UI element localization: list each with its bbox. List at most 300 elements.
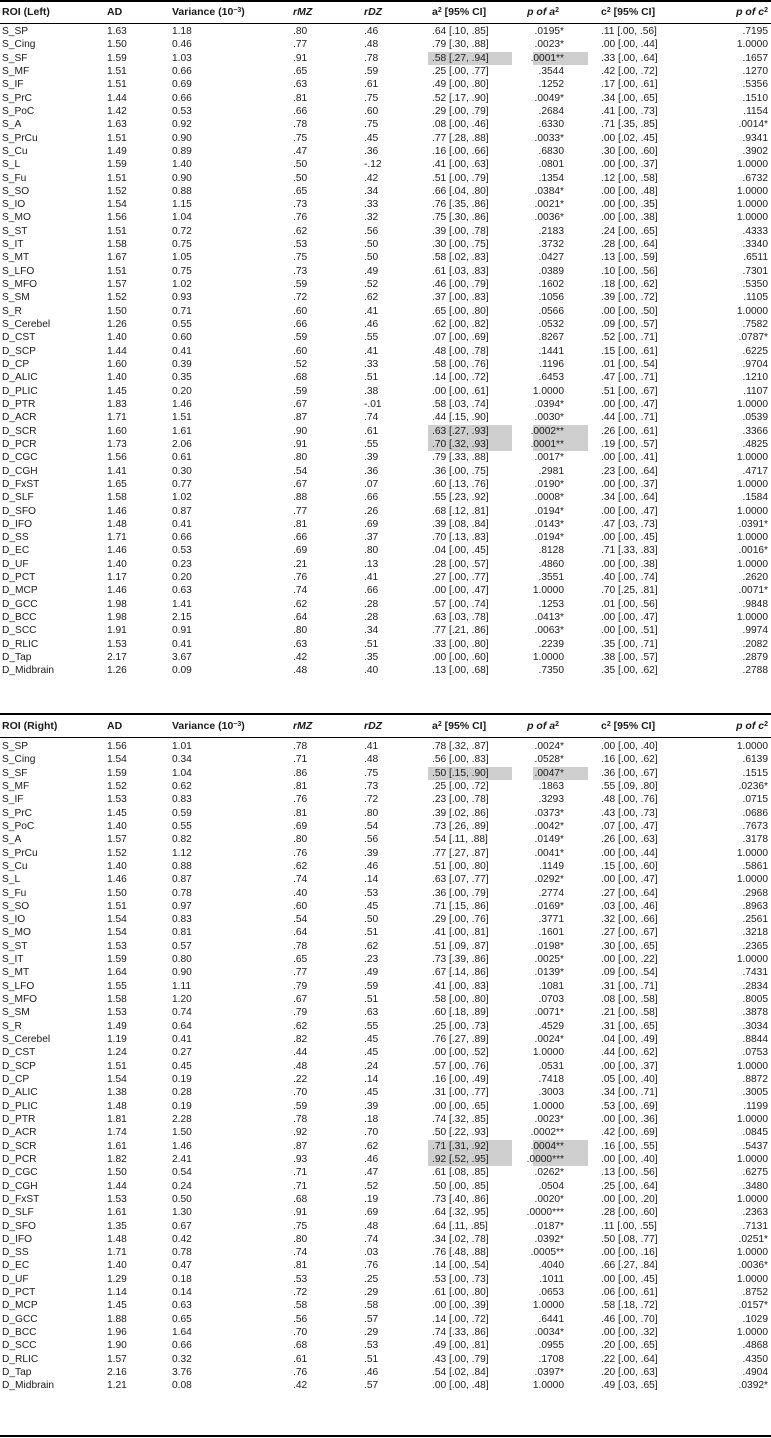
p-a2-cell: .0532 <box>538 319 564 331</box>
rmz-cell: .91 <box>293 52 308 64</box>
p-a2-cell: .0000*** <box>526 1207 564 1219</box>
roi-cell: D_ALIC <box>2 372 38 384</box>
table-row <box>0 833 771 846</box>
rdz-cell: .41 <box>364 305 379 317</box>
p-a2-cell: .0801 <box>538 159 564 171</box>
a2-ci-cell: .51 [.00, .79] <box>432 172 489 184</box>
p-c2-cell: .0014* <box>738 119 768 131</box>
rmz-cell: .78 <box>293 741 308 752</box>
ad-cell: 1.82 <box>107 1153 127 1165</box>
roi-cell: D_PLIC <box>2 385 38 397</box>
variance-cell: 0.69 <box>172 79 192 91</box>
roi-cell: D_GCC <box>2 598 38 610</box>
ad-cell: 1.50 <box>107 305 127 317</box>
ad-cell: 1.50 <box>107 1167 127 1179</box>
header-p-a2: p of $a^2$ <box>527 6 559 18</box>
p-c2-cell: 1.0000 <box>736 1060 768 1072</box>
a2-ci-cell: .16 [.00, .49] <box>432 1074 489 1085</box>
rmz-cell: .71 <box>293 1180 308 1192</box>
roi-cell: S_Cu <box>2 860 28 872</box>
p-a2-cell: .0063* <box>534 625 564 637</box>
p-c2-cell: 1.0000 <box>736 1113 768 1125</box>
rdz-cell: .56 <box>364 834 379 846</box>
variance-cell: 0.60 <box>172 332 192 344</box>
variance-cell: 0.71 <box>172 305 192 317</box>
p-c2-cell: 1.0000 <box>736 1193 768 1205</box>
c2-ci-cell: .00 [.00, .47] <box>601 398 658 410</box>
table-row <box>0 1126 771 1139</box>
variance-cell: 0.97 <box>172 900 192 912</box>
a2-ci-cell: .39 [.08, .84] <box>432 518 489 530</box>
c2-ci-cell: .00 [.00, .41] <box>601 452 658 464</box>
rdz-cell: .45 <box>364 1047 379 1059</box>
header-rmz: rMZ <box>293 720 313 732</box>
a2-ci-cell: .58 [.00, .80] <box>432 994 489 1006</box>
p-c2-cell: 1.0000 <box>736 874 768 886</box>
ad-cell: 1.67 <box>107 252 127 264</box>
p-a2-cell: .2981 <box>538 465 564 477</box>
header-variance: Variance $(10^{-3})$ <box>172 720 245 732</box>
roi-cell: D_CGH <box>2 1180 38 1192</box>
table-row <box>0 1100 771 1113</box>
table-row <box>0 411 771 424</box>
rmz-cell: .68 <box>293 372 308 384</box>
c2-ci-cell: .27 [.00, .67] <box>601 927 658 939</box>
variance-cell: 0.82 <box>172 834 192 846</box>
c2-ci-cell: .49 [.03, .65] <box>601 1380 658 1392</box>
rdz-cell: .07 <box>364 478 379 490</box>
roi-cell: D_CGH <box>2 465 38 477</box>
c2-ci-cell: .12 [.00, .58] <box>601 172 658 184</box>
table-row <box>0 1313 771 1326</box>
c2-ci-cell: .34 [.00, .71] <box>601 1087 658 1099</box>
variance-cell: 1.02 <box>172 492 192 504</box>
a2-ci-cell: .27 [.00, .77] <box>432 572 489 584</box>
p-c2-cell: 1.0000 <box>736 39 768 51</box>
a2-ci-cell: .56 [.00, .83] <box>432 754 489 766</box>
c2-ci-cell: .22 [.00, .64] <box>601 1353 658 1365</box>
rmz-cell: .50 <box>293 159 308 171</box>
a2-ci-cell: .63 [.03, .78] <box>432 612 489 624</box>
rdz-cell: .46 <box>364 1153 379 1165</box>
ad-cell: 1.54 <box>107 914 127 926</box>
p-c2-cell: .7582 <box>742 319 768 331</box>
ad-cell: 1.53 <box>107 940 127 952</box>
variance-cell: 0.90 <box>172 967 192 979</box>
table-row <box>0 966 771 979</box>
p-a2-cell: .4529 <box>538 1020 564 1032</box>
c2-ci-cell: .41 [.00, .73] <box>601 105 658 117</box>
roi-cell: D_SLF <box>2 1207 34 1219</box>
p-a2-cell: .0198* <box>534 940 564 952</box>
p-c2-cell: .2879 <box>742 652 768 664</box>
ad-cell: 1.59 <box>107 767 127 779</box>
p-c2-cell: .3878 <box>742 1007 768 1019</box>
ad-cell: 1.40 <box>107 1260 127 1272</box>
header-c2: $c^2$ [95% CI] <box>601 6 656 18</box>
p-c2-cell: .9974 <box>742 625 768 637</box>
p-c2-cell: .3902 <box>742 145 768 157</box>
roi-cell: S_Cing <box>2 754 36 766</box>
p-a2-cell: .0049* <box>534 92 564 104</box>
table-row <box>0 491 771 504</box>
a2-ci-cell: .25 [.00, .77] <box>432 65 489 77</box>
table-row <box>0 1366 771 1379</box>
variance-cell: 0.53 <box>172 545 192 557</box>
rmz-cell: .62 <box>293 1020 308 1032</box>
table-row <box>0 331 771 344</box>
table-row <box>0 926 771 939</box>
ad-cell: 1.40 <box>107 558 127 570</box>
p-a2-cell: .1602 <box>538 279 564 291</box>
roi-cell: D_FxST <box>2 478 40 490</box>
p-a2-cell: .1441 <box>538 345 564 357</box>
p-c2-cell: .0686 <box>742 807 768 819</box>
c2-ci-cell: .32 [.00, .66] <box>601 914 658 926</box>
p-a2-cell: .0008* <box>534 492 564 504</box>
a2-ci-cell: .77 [.27, .87] <box>432 847 489 859</box>
p-c2-cell: .7673 <box>742 820 768 832</box>
variance-cell: 0.46 <box>172 39 192 51</box>
ad-cell: 1.44 <box>107 92 127 104</box>
roi-cell: S_PrC <box>2 807 33 819</box>
variance-cell: 0.67 <box>172 1220 192 1232</box>
rmz-cell: .77 <box>293 967 308 979</box>
table-row <box>0 651 771 664</box>
p-c2-cell: .8963 <box>742 900 768 912</box>
ad-cell: 1.60 <box>107 359 127 370</box>
variance-cell: 0.61 <box>172 452 192 464</box>
table-row <box>0 1073 771 1086</box>
roi-cell: D_SCC <box>2 1340 37 1352</box>
ad-cell: 1.26 <box>107 319 127 331</box>
variance-cell: 0.23 <box>172 558 192 570</box>
table-row <box>0 1299 771 1312</box>
rdz-cell: .53 <box>364 887 379 899</box>
rmz-cell: .59 <box>293 1100 308 1112</box>
rdz-cell: .62 <box>364 292 379 304</box>
ad-cell: 1.56 <box>107 452 127 464</box>
table-row <box>0 211 771 224</box>
ad-cell: 1.98 <box>107 612 127 624</box>
variance-cell: 0.75 <box>172 239 192 251</box>
variance-cell: 1.41 <box>172 598 192 610</box>
a2-ci-cell: .30 [.00, .75] <box>432 239 489 251</box>
ad-cell: 1.26 <box>107 665 127 677</box>
p-c2-cell: 1.0000 <box>736 398 768 410</box>
rdz-cell: .39 <box>364 847 379 859</box>
p-c2-cell: 1.0000 <box>736 954 768 966</box>
c2-ci-cell: .00 [.00, .47] <box>601 874 658 886</box>
rmz-cell: .74 <box>293 585 308 597</box>
roi-cell: S_SP <box>2 741 29 752</box>
rmz-cell: .66 <box>293 105 308 117</box>
variance-cell: 0.66 <box>172 532 192 544</box>
a2-ci-cell: .61 [.03, .83] <box>432 265 489 277</box>
rdz-cell: .56 <box>364 225 379 237</box>
rdz-cell: .55 <box>364 332 379 344</box>
p-a2-cell: .0397* <box>534 1367 564 1379</box>
c2-ci-cell: .19 [.00, .57] <box>601 438 658 450</box>
header-p-c2: p of $c^2$ <box>736 720 768 732</box>
a2-ci-cell: .52 [.17, .90] <box>432 92 489 104</box>
p-a2-cell: .0190* <box>534 478 564 490</box>
p-a2-cell: .1601 <box>538 927 564 939</box>
roi-cell: D_SCP <box>2 345 36 357</box>
c2-ci-cell: .40 [.00, .74] <box>601 572 658 584</box>
a2-ci-cell: .31 [.00, .77] <box>432 1087 489 1099</box>
rmz-cell: .40 <box>293 887 308 899</box>
table-row <box>0 172 771 185</box>
rdz-cell: .54 <box>364 820 379 832</box>
p-a2-cell: .7350 <box>538 665 564 677</box>
p-a2-cell: .0149* <box>534 834 564 846</box>
c2-ci-cell: .00 [.00, .47] <box>601 612 658 624</box>
c2-ci-cell: .46 [.00, .70] <box>601 1313 658 1325</box>
a2-ci-cell: .23 [.00, .78] <box>432 794 489 806</box>
rmz-cell: .61 <box>293 1353 308 1365</box>
rmz-cell: .74 <box>293 1247 308 1259</box>
p-c2-cell: .2082 <box>742 638 768 650</box>
rdz-cell: .46 <box>364 26 379 37</box>
rdz-cell: .59 <box>364 65 379 77</box>
a2-ci-cell: .55 [.23, .92] <box>432 492 489 504</box>
a2-ci-cell: .54 [.11, .88] <box>432 834 488 846</box>
variance-cell: 0.90 <box>172 172 192 184</box>
rmz-cell: .67 <box>293 994 308 1006</box>
p-c2-cell: .0787* <box>738 332 768 344</box>
header-rmz: rMZ <box>293 6 313 18</box>
rmz-cell: .80 <box>293 834 308 846</box>
p-c2-cell: .4904 <box>742 1367 768 1379</box>
c2-ci-cell: .10 [.00, .56] <box>601 265 658 277</box>
c2-ci-cell: .11 [.00, .55] <box>601 1220 657 1232</box>
p-c2-cell: .1210 <box>742 372 768 384</box>
a2-ci-cell: .64 [.32, .95] <box>432 1207 489 1219</box>
a2-ci-cell: .50 [.22, .93] <box>432 1127 489 1139</box>
ad-cell: 1.46 <box>107 545 127 557</box>
table-row <box>0 993 771 1006</box>
rmz-cell: .48 <box>293 1060 308 1072</box>
rdz-cell: .74 <box>364 1233 379 1245</box>
variance-cell: 1.50 <box>172 1127 192 1139</box>
variance-cell: 0.80 <box>172 954 192 966</box>
rmz-cell: .78 <box>293 1113 308 1125</box>
p-c2-cell: 1.0000 <box>736 847 768 859</box>
rmz-cell: .54 <box>293 914 308 926</box>
p-c2-cell: 1.0000 <box>736 452 768 464</box>
p-c2-cell: .4825 <box>742 438 768 450</box>
roi-cell: D_SLF <box>2 492 34 504</box>
c2-ci-cell: .48 [.00, .76] <box>601 794 658 806</box>
header-a2: $a^2$ [95% CI] <box>432 720 487 732</box>
rdz-cell: .73 <box>364 780 379 792</box>
p-a2-cell: .8267 <box>538 332 564 344</box>
rdz-cell: .41 <box>364 741 379 752</box>
ad-cell: 1.48 <box>107 518 127 530</box>
p-a2-cell: 1.0000 <box>532 1300 564 1312</box>
ad-cell: 1.51 <box>107 132 127 144</box>
p-a2-cell: .0024* <box>534 741 564 752</box>
p-c2-cell: .7195 <box>742 26 768 37</box>
rdz-cell: .41 <box>364 345 379 357</box>
a2-ci-cell: .73 [.26, .89] <box>432 820 489 832</box>
c2-ci-cell: .35 [.00, .62] <box>601 665 658 677</box>
p-c2-cell: .4717 <box>742 465 768 477</box>
ad-cell: 1.21 <box>107 1380 127 1392</box>
ad-cell: 1.50 <box>107 887 127 899</box>
rdz-cell: .61 <box>364 425 379 437</box>
table-row <box>0 265 771 278</box>
rdz-cell: .62 <box>364 940 379 952</box>
bottom-rule <box>0 1435 771 1437</box>
variance-cell: 0.63 <box>172 1300 192 1312</box>
ad-cell: 1.65 <box>107 478 127 490</box>
table-row <box>0 1140 771 1153</box>
ad-cell: 1.58 <box>107 994 127 1006</box>
table-row <box>0 900 771 913</box>
c2-ci-cell: .34 [.00, .64] <box>601 492 658 504</box>
c2-ci-cell: .30 [.00, .65] <box>601 940 658 952</box>
variance-cell: 0.55 <box>172 319 192 331</box>
ad-cell: 1.98 <box>107 598 127 610</box>
roi-cell: S_MFO <box>2 994 38 1006</box>
p-a2-cell: .0566 <box>538 305 564 317</box>
ad-cell: 1.48 <box>107 1233 127 1245</box>
p-c2-cell: .0753 <box>742 1047 768 1059</box>
table-row <box>0 624 771 637</box>
variance-cell: 0.72 <box>172 225 192 237</box>
roi-cell: D_RLIC <box>2 1353 39 1365</box>
p-c2-cell: 1.0000 <box>736 305 768 317</box>
rmz-cell: .82 <box>293 1034 308 1046</box>
rmz-cell: .62 <box>293 225 308 237</box>
a2-ci-cell: .76 [.27, .89] <box>432 1034 489 1046</box>
ad-cell: 1.56 <box>107 741 127 752</box>
a2-ci-cell: .41 [.00, .81] <box>432 927 489 939</box>
table-row <box>0 52 771 65</box>
rdz-cell: .60 <box>364 105 379 117</box>
c2-ci-cell: .66 [.27, .84] <box>601 1260 658 1272</box>
c2-ci-cell: .51 [.00, .67] <box>601 385 658 397</box>
rdz-cell: .57 <box>364 1313 379 1325</box>
rmz-cell: .79 <box>293 980 308 992</box>
table-row <box>0 1206 771 1219</box>
p-c2-cell: .1510 <box>742 92 768 104</box>
rmz-cell: .69 <box>293 545 308 557</box>
rmz-cell: .72 <box>293 292 308 304</box>
roi-cell: S_Fu <box>2 172 27 184</box>
rdz-cell: .46 <box>364 319 379 331</box>
table-row <box>0 291 771 304</box>
c2-ci-cell: .23 [.00, .64] <box>601 465 658 477</box>
p-a2-cell: .3293 <box>538 794 564 806</box>
variance-cell: 2.41 <box>172 1153 192 1165</box>
a2-ci-cell: .64 [.11, .85] <box>432 1220 488 1232</box>
variance-cell: 0.34 <box>172 754 192 766</box>
a2-ci-cell: .73 [.39, .86] <box>432 954 489 966</box>
ad-cell: 1.17 <box>107 572 127 584</box>
rmz-cell: .42 <box>293 652 308 664</box>
p-a2-cell: .0024* <box>534 1034 564 1046</box>
rdz-cell: .57 <box>364 1380 379 1392</box>
a2-ci-cell: .28 [.00, .57] <box>432 558 489 570</box>
table-row <box>0 465 771 478</box>
variance-cell: 1.61 <box>172 425 192 437</box>
c2-ci-cell: .30 [.00, .60] <box>601 145 658 157</box>
c2-ci-cell: .44 [.00, .71] <box>601 412 658 424</box>
c2-ci-cell: .50 [.08, .77] <box>601 1233 658 1245</box>
rmz-cell: .78 <box>293 119 308 131</box>
roi-cell: D_IFO <box>2 1233 33 1245</box>
ad-cell: 1.81 <box>107 1113 127 1125</box>
c2-ci-cell: .28 [.00, .60] <box>601 1207 658 1219</box>
rmz-cell: .60 <box>293 345 308 357</box>
p-c2-cell: 1.0000 <box>736 185 768 197</box>
c2-ci-cell: .43 [.00, .73] <box>601 807 658 819</box>
a2-ci-cell: .77 [.21, .86] <box>432 625 489 637</box>
rmz-cell: .93 <box>293 1153 308 1165</box>
rdz-cell: .48 <box>364 754 379 766</box>
a2-ci-cell: .54 [.02, .84] <box>432 1367 489 1379</box>
p-a2-cell: .0036* <box>534 212 564 224</box>
roi-cell: D_CGC <box>2 1167 38 1179</box>
variance-cell: 0.83 <box>172 914 192 926</box>
rmz-cell: .64 <box>293 612 308 624</box>
rdz-cell: .48 <box>364 39 379 51</box>
ad-cell: 1.54 <box>107 1074 127 1085</box>
a2-ci-cell: .70 [.32, .93] <box>432 438 489 450</box>
variance-cell: 1.03 <box>172 52 192 64</box>
p-c2-cell: 1.0000 <box>736 532 768 544</box>
rdz-cell: .62 <box>364 1140 379 1152</box>
ad-cell: 1.55 <box>107 980 127 992</box>
table-row <box>0 611 771 624</box>
roi-cell: S_L <box>2 159 21 171</box>
c2-ci-cell: .00 [.00, .45] <box>601 1273 658 1285</box>
rmz-cell: .59 <box>293 385 308 397</box>
ad-cell: 1.42 <box>107 105 127 117</box>
table-row <box>0 913 771 926</box>
variance-cell: 0.87 <box>172 505 192 517</box>
header-p-c2: p of $c^2$ <box>736 6 768 18</box>
roi-cell: S_SM <box>2 292 30 304</box>
rmz-cell: .60 <box>293 900 308 912</box>
table-row <box>0 1060 771 1073</box>
a2-ci-cell: .00 [.00, .60] <box>432 652 489 664</box>
rdz-cell: .50 <box>364 239 379 251</box>
ad-cell: 1.51 <box>107 79 127 91</box>
rmz-cell: .88 <box>293 492 308 504</box>
rdz-cell: .50 <box>364 914 379 926</box>
a2-ci-cell: .25 [.00, .72] <box>432 780 489 792</box>
c2-ci-cell: .00 [.00, .45] <box>601 532 658 544</box>
roi-cell: S_PoC <box>2 820 35 832</box>
table-row <box>0 1180 771 1193</box>
table-row <box>0 38 771 51</box>
p-a2-cell: .7418 <box>538 1074 564 1085</box>
variance-cell: 0.75 <box>172 265 192 277</box>
table-row <box>0 425 771 438</box>
ad-cell: 1.61 <box>107 1207 127 1219</box>
roi-cell: D_Midbrain <box>2 1380 55 1392</box>
p-c2-cell: .8872 <box>742 1074 768 1085</box>
p-a2-cell: .0139* <box>534 967 564 979</box>
a2-ci-cell: .29 [.00, .76] <box>432 914 489 926</box>
p-a2-cell: .2239 <box>538 638 564 650</box>
a2-ci-cell: .25 [.00, .73] <box>432 1020 489 1032</box>
p-c2-cell: 1.0000 <box>736 1153 768 1165</box>
